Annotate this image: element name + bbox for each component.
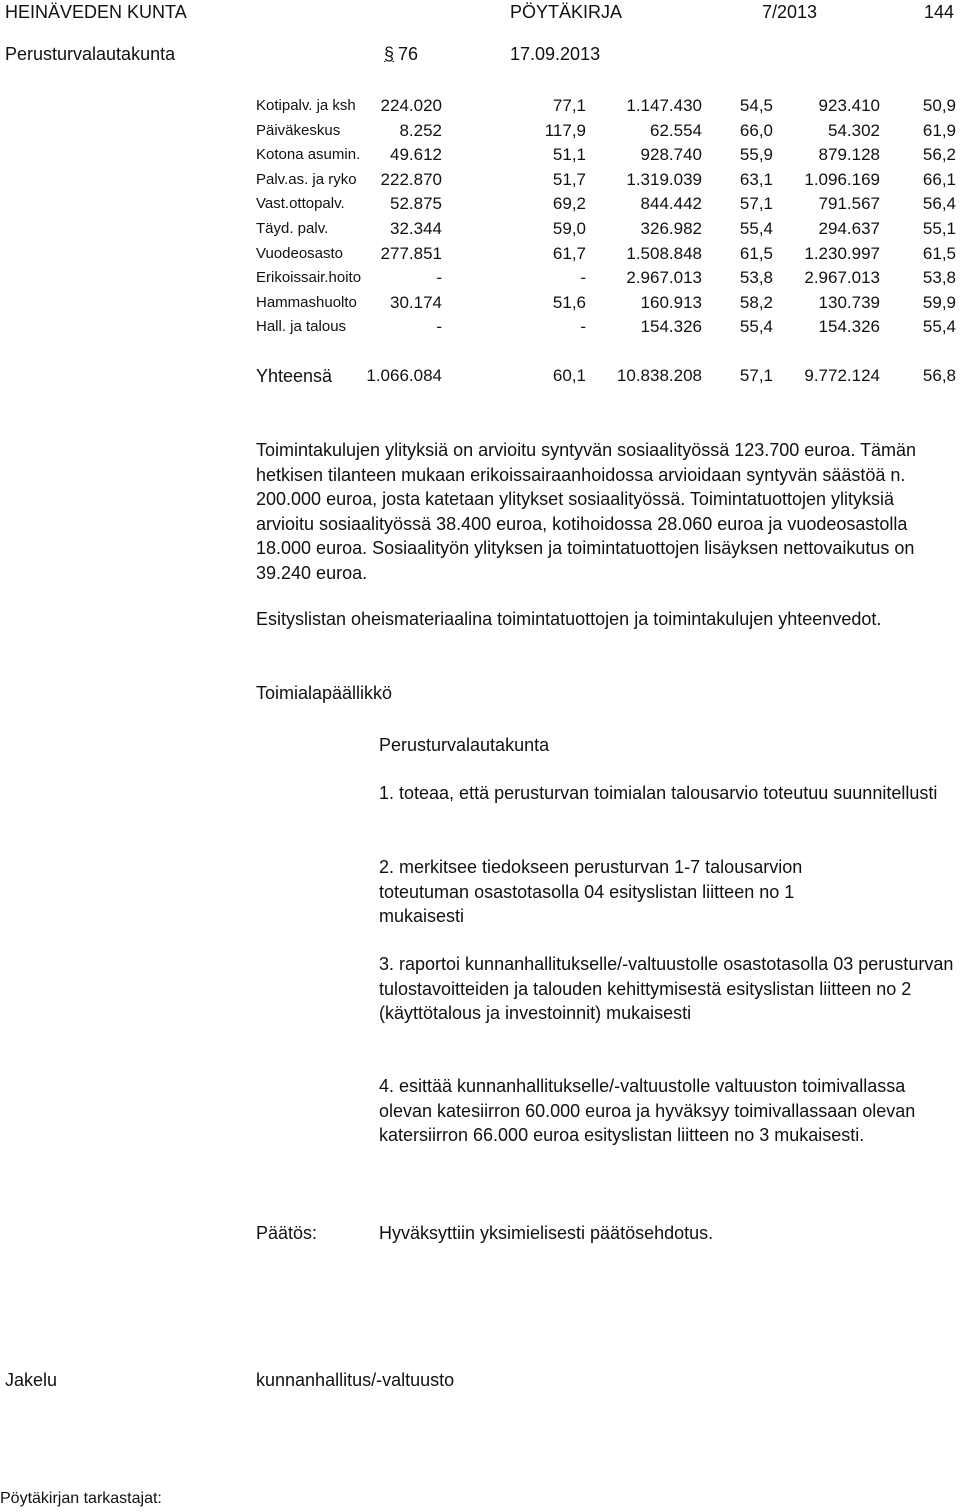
budget-value: 1.319.039 [626,169,702,189]
table-row [256,119,960,144]
cost-value: 224.020 [380,96,442,115]
checkers-label: Pöytäkirjan tarkastajat: [0,1490,162,1507]
remaining-value: 1.096.169 [804,169,880,189]
budget-pct: 55,9 [739,145,773,165]
budget-pct: 53,8 [739,268,773,288]
committee-name: Perusturvalautakunta [5,44,176,64]
cost-pct: 51,6 [552,292,586,312]
proposal-item-3: 3. raportoi kunnanhallitukselle/-valtuustolle osastotasolla 03 perusturvan tulostavoitteiden ja talouden kehittymisestä esityslistan liitteen no 2 (käyttötalous ja investoinnit) mukaisesti [379,954,954,1023]
remaining-pct: 56,2 [922,145,956,165]
proposer-title: Toimialapäällikkö [256,683,393,703]
remaining-value: 791.567 [818,194,880,214]
remaining-pct: 61,9 [922,120,956,140]
decision-text: Hyväksyttiin yksimielisesti päätösehdotus. [379,1223,714,1243]
table-row [256,315,960,340]
decision-label: Päätös: [256,1223,318,1243]
proposal-item-2: 2. merkitsee tiedokseen perusturvan 1-7 talousarvion toteutuman osastotasolla 04 esityslistan liitteen no 1 mukaisesti [379,857,803,926]
remaining-pct: 53,8 [922,268,956,288]
remaining-pct: 59,9 [922,292,956,312]
budget-pct: 55,4 [739,218,773,238]
row-label: Hammashuolto [256,293,357,311]
meeting-date: 17.09.2013 [510,44,601,64]
budget-pct: 58,2 [739,292,773,312]
table-row [256,291,960,316]
cost-value: 277.851 [380,243,442,263]
remaining-value: 923.410 [818,96,880,115]
remaining-pct: 61,5 [922,243,956,263]
budget-value: 1.508.848 [626,243,702,263]
cost-value: 222.870 [380,169,442,189]
budget-pct: 61,5 [739,243,773,263]
page-number: 144 [924,2,955,22]
remaining-pct: 56,8 [922,365,956,385]
budget-pct: 54,5 [739,96,773,115]
proposal-heading: Perusturvalautakunta [379,735,550,755]
section-number: 76 [398,44,419,64]
row-label: Täyd. palv. [256,219,329,237]
budget-value: 844.442 [640,194,702,214]
remaining-value: 154.326 [818,317,880,337]
cost-pct: 61,7 [552,243,586,263]
cost-pct: 117,9 [544,120,586,140]
budget-pct: 57,1 [739,365,773,385]
row-label: Palv.as. ja ryko [256,170,357,188]
row-label: Päiväkeskus [256,121,341,139]
table-row [256,217,960,242]
budget-table [256,94,960,389]
budget-value: 1.147.430 [626,96,702,115]
remaining-value: 9.772.124 [804,365,880,385]
cost-pct: 59,0 [552,218,586,238]
table-row [256,143,960,168]
budget-pct: 57,1 [739,194,773,214]
issue-number: 7/2013 [762,2,818,22]
remaining-pct: 56,4 [922,194,956,214]
cost-pct: - [580,268,586,288]
remaining-value: 879.128 [818,145,880,165]
cost-pct: - [580,317,586,337]
budget-pct: 55,4 [739,317,773,337]
budget-value: 160.913 [640,292,702,312]
materials-paragraph: Esityslistan oheismateriaalina toimintatuottojen ja toimintakulujen yhteenvedot. [256,609,882,629]
table-row [256,266,960,291]
cost-value: 30.174 [390,292,442,312]
cost-pct: 51,1 [552,145,586,165]
remaining-value: 1.230.997 [804,243,880,263]
cost-value: 1.066.084 [366,365,442,385]
distribution-text: kunnanhallitus/-valtuusto [256,1370,455,1390]
budget-value: 62.554 [650,120,702,140]
proposal-item-1: 1. toteaa, että perusturvan toimialan talousarvio toteutuu suunnitellusti [379,783,938,803]
table-row [256,192,960,217]
row-label: Vuodeosasto [256,244,344,262]
budget-value: 2.967.013 [626,268,702,288]
remaining-value: 54.302 [828,120,880,140]
budget-value: 10.838.208 [616,365,702,385]
budget-pct: 66,0 [739,120,773,140]
cost-value: 52.875 [390,194,442,214]
row-label: Vast.ottopalv. [256,195,345,213]
cost-value: 49.612 [390,145,442,165]
cost-pct: 60,1 [552,365,586,385]
distribution-label: Jakelu [5,1370,58,1390]
cost-value: 8.252 [399,120,442,140]
table-row [256,94,960,119]
cost-pct: 51,7 [552,169,586,189]
explanation-paragraph: Toimintakulujen ylityksiä on arvioitu syntyvän sosiaalityössä 123.700 euroa. Tämän hetkisen tilanteen mukaan erikoissairaanhoidossa arvioidaan syntyvän säästöä n. 200.000 euroa, josta katetaan ylitykset sosiaalityössä. Toimintatuottojen ylityksiä arvioitu sosiaalityössä 38.400 euroa, kotihoidossa 28.060 euroa ja vuodeosastolla 18.000 euroa. Sosiaalityön ylityksen ja toimintatuottojen lisäyksen nettovaikutus on 39.240 euroa. [256,440,917,583]
row-label: Erikoissair.hoito [256,269,362,287]
remaining-pct: 55,1 [922,218,956,238]
budget-value: 928.740 [640,145,702,165]
table-total-row [256,364,960,389]
proposal-item-4: 4. esittää kunnanhallitukselle/-valtuustolle valtuuston toimivallassa olevan katesiirron 60.000 euroa ja hyväksyy toimivallassaan olevan katersiirron 66.000 euroa esityslistan liitteen no 3 mukaisesti. [379,1076,916,1145]
row-label: Kotona asumin. [256,146,361,164]
remaining-pct: 55,4 [922,317,956,337]
remaining-pct: 66,1 [922,169,956,189]
row-label: Kotipalv. ja ksh [256,97,356,114]
table-row [256,242,960,267]
cost-value: 32.344 [390,218,442,238]
cost-pct: 69,2 [552,194,586,214]
table-spacer [256,340,960,364]
cost-value: - [436,317,442,337]
remaining-pct: 50,9 [922,96,956,115]
row-label: Yhteensä [256,365,333,386]
cost-value: - [436,268,442,288]
budget-value: 326.982 [640,218,702,238]
cost-pct: 77,1 [552,96,586,115]
table-row [256,168,960,193]
remaining-value: 2.967.013 [804,268,880,288]
remaining-value: 130.739 [818,292,880,312]
remaining-value: 294.637 [818,218,880,238]
budget-value: 154.326 [640,317,702,337]
budget-pct: 63,1 [739,169,773,189]
municipality-name: HEINÄVEDEN KUNTA [5,2,187,22]
document-type: PÖYTÄKIRJA [510,2,623,22]
row-label: Hall. ja talous [256,318,347,336]
section-symbol: § [384,44,395,64]
